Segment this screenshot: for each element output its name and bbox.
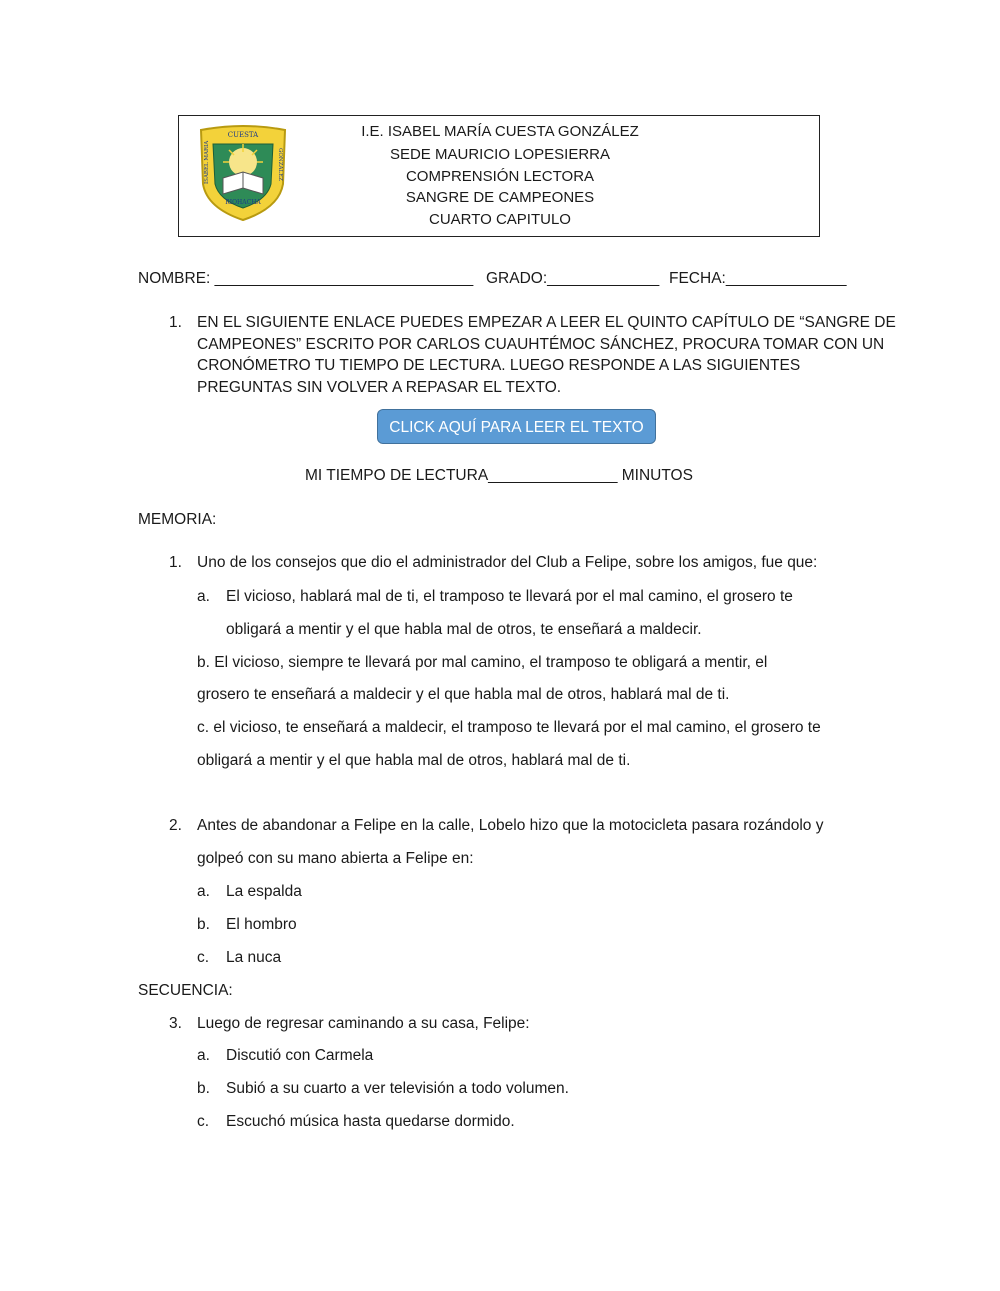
- svg-text:ISABEL MARIA: ISABEL MARIA: [204, 140, 210, 184]
- q3-option-b-marker[interactable]: b.: [197, 1080, 210, 1097]
- instruction-line: CAMPEONES” ESCRITO POR CARLOS CUAUHTÉMOC SÁNCHEZ, PROCURA TOMAR CON UN: [197, 336, 885, 353]
- svg-text:CUESTA: CUESTA: [227, 131, 259, 139]
- q1-number: 1.: [169, 554, 182, 571]
- instruction-line: EN EL SIGUIENTE ENLACE PUEDES EMPEZAR A LEER EL QUINTO CAPÍTULO DE “SANGRE DE: [197, 314, 896, 331]
- svg-text:RIOHACHA: RIOHACHA: [225, 199, 261, 206]
- q1-option-b[interactable]: b. El vicioso, siempre te llevará por mal camino, el tramposo te obligará a mentir, el: [197, 654, 768, 671]
- q3-option-c[interactable]: Escuchó música hasta quedarse dormido.: [226, 1113, 515, 1130]
- instruction-line: CRONÓMETRO TU TIEMPO DE LECTURA. LUEGO RESPONDE A LAS SIGUIENTES: [197, 357, 801, 374]
- read-text-button[interactable]: CLICK AQUÍ PARA LEER EL TEXTO: [377, 409, 656, 444]
- name-field[interactable]: NOMBRE: ______________________________: [138, 270, 474, 287]
- school-crest-logo: [195, 122, 291, 222]
- school-name: I.E. ISABEL MARÍA CUESTA GONZÁLEZ: [361, 123, 639, 140]
- q1-option-c-cont[interactable]: obligará a mentir y el que habla mal de otros, hablará mal de ti.: [197, 752, 631, 769]
- reading-time-field[interactable]: MI TIEMPO DE LECTURA_______________ MINUTOS: [305, 467, 693, 484]
- section-memoria: MEMORIA:: [138, 511, 217, 528]
- q3-number: 3.: [169, 1015, 182, 1032]
- book-title: SANGRE DE CAMPEONES: [405, 189, 595, 206]
- q2-option-b-marker[interactable]: b.: [197, 916, 210, 933]
- q1-option-a-marker[interactable]: a.: [197, 588, 210, 605]
- instruction-line: PREGUNTAS SIN VOLVER A REPASAR EL TEXTO.: [197, 379, 562, 396]
- svg-text:GONZALEZ: GONZALEZ: [277, 148, 283, 181]
- q3-option-c-marker[interactable]: c.: [197, 1113, 210, 1130]
- q2-text: Antes de abandonar a Felipe en la calle, Lobelo hizo que la motocicleta pasara rozándolo y: [197, 817, 824, 834]
- q2-option-a[interactable]: La espalda: [226, 883, 302, 900]
- q1-option-c[interactable]: c. el vicioso, te enseñará a maldecir, el tramposo te llevará por el mal camino, el grosero te: [197, 719, 821, 736]
- q2-number: 2.: [169, 817, 182, 834]
- q3-option-b[interactable]: Subió a su cuarto a ver televisión a todo volumen.: [226, 1080, 569, 1097]
- q2-option-b[interactable]: El hombro: [226, 916, 297, 933]
- q2-text-cont: golpeó con su mano abierta a Felipe en:: [197, 850, 474, 867]
- q1-option-a[interactable]: El vicioso, hablará mal de ti, el tramposo te llevará por el mal camino, el grosero te: [226, 588, 793, 605]
- q2-option-c[interactable]: La nuca: [226, 949, 282, 966]
- q2-option-a-marker[interactable]: a.: [197, 883, 210, 900]
- q1-text: Uno de los consejos que dio el administrador del Club a Felipe, sobre los amigos, fue que:: [197, 554, 818, 571]
- q1-option-b-cont[interactable]: grosero te enseñará a maldecir y el que habla mal de otros, hablará mal de ti.: [197, 686, 730, 703]
- date-field[interactable]: FECHA:______________: [669, 270, 847, 287]
- grade-field[interactable]: GRADO:_____________: [486, 270, 660, 287]
- section-secuencia: SECUENCIA:: [138, 982, 233, 999]
- q2-option-c-marker[interactable]: c.: [197, 949, 210, 966]
- instruction-number: 1.: [169, 314, 182, 331]
- campus-name: SEDE MAURICIO LOPESIERRA: [389, 146, 611, 163]
- q3-option-a[interactable]: Discutió con Carmela: [226, 1047, 374, 1064]
- q3-option-a-marker[interactable]: a.: [197, 1047, 210, 1064]
- q3-text: Luego de regresar caminando a su casa, Felipe:: [197, 1015, 530, 1032]
- subject-name: COMPRENSIÓN LECTORA: [405, 168, 595, 185]
- q1-option-a-cont[interactable]: obligará a mentir y el que habla mal de otros, te enseñará a maldecir.: [226, 621, 702, 638]
- chapter-title: CUARTO CAPITULO: [429, 211, 571, 228]
